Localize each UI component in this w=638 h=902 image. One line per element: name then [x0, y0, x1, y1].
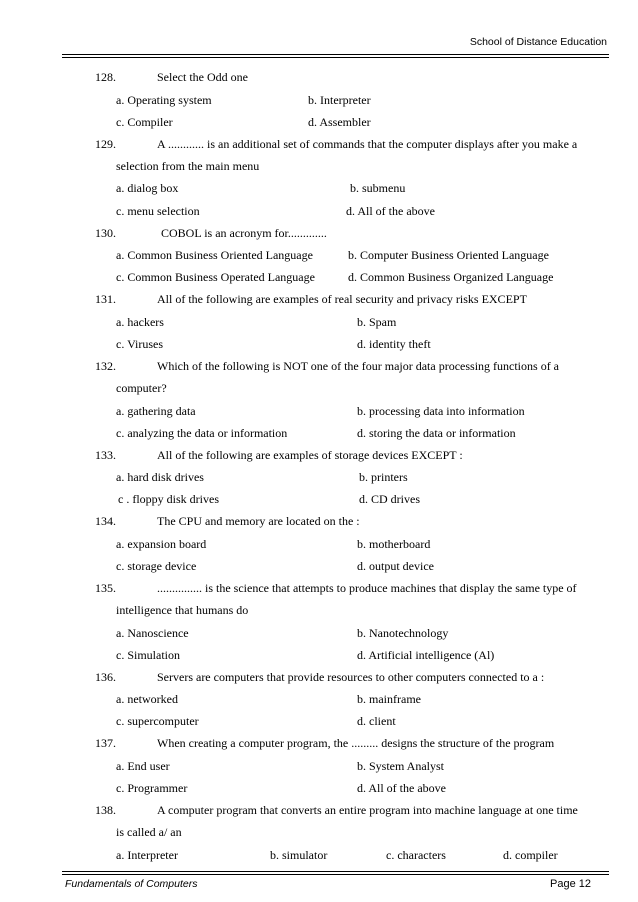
- option-a: a. Operating system: [116, 93, 212, 107]
- option-b: b. processing data into information: [357, 404, 525, 418]
- footer-rule: [62, 874, 609, 875]
- option-a: a. gathering data: [116, 404, 196, 418]
- option-d: d. Assembler: [308, 115, 371, 129]
- question-text: All of the following are examples of real security and privacy risks EXCEPT: [157, 292, 527, 306]
- option-c: c. Viruses: [116, 337, 164, 351]
- option-a: a. hackers: [116, 315, 164, 329]
- option-b: b. submenu: [350, 181, 406, 195]
- header-rule-thin: [62, 57, 609, 58]
- question-number: 136.: [95, 670, 116, 684]
- question-text-continued: is called a/ an: [116, 825, 182, 839]
- option-c: c. Simulation: [116, 648, 180, 662]
- question-text: Select the Odd one: [157, 70, 248, 84]
- option-c: c. Common Business Operated Language: [116, 270, 315, 284]
- option-a: a. Common Business Oriented Language: [116, 248, 313, 262]
- option-b: b. printers: [359, 470, 408, 484]
- question-text: A computer program that converts an entire program into machine language at one time: [157, 803, 578, 817]
- page-number: Page 12: [550, 878, 591, 890]
- question-number: 131.: [95, 292, 116, 306]
- footer-title: Fundamentals of Computers: [65, 878, 198, 890]
- question-number: 134.: [95, 514, 116, 528]
- question-text: Servers are computers that provide resources to other computers connected to a :: [157, 670, 545, 684]
- option-c: c. Compiler: [116, 115, 173, 129]
- question-number: 133.: [95, 448, 116, 462]
- option-d: d. All of the above: [346, 204, 435, 218]
- option-b: b. Interpreter: [308, 93, 371, 107]
- option-d: d. client: [357, 714, 396, 728]
- question-text: COBOL is an acronym for.............: [161, 226, 327, 240]
- question-number: 137.: [95, 736, 116, 750]
- option-a: a. expansion board: [116, 537, 207, 551]
- question-number: 128.: [95, 70, 116, 84]
- option-c: c. storage device: [116, 559, 197, 573]
- option-b: b. Nanotechnology: [357, 626, 449, 640]
- option-a: a. Nanoscience: [116, 626, 189, 640]
- question-text: ............... is the science that attempts to produce machines that display the same type of: [157, 581, 577, 595]
- question-number: 132.: [95, 359, 116, 373]
- option-b: b. mainframe: [357, 692, 421, 706]
- question-text-continued: computer?: [116, 381, 167, 395]
- option-b: b. Spam: [357, 315, 397, 329]
- option-c: c. supercomputer: [116, 714, 199, 728]
- footer-rule-thin: [62, 871, 609, 872]
- question-text: The CPU and memory are located on the :: [157, 514, 360, 528]
- page-header: School of Distance Education: [469, 36, 607, 48]
- question-text: Which of the following is NOT one of the four major data processing functions of a: [157, 359, 560, 373]
- option-d: d. identity theft: [357, 337, 431, 351]
- option-a: a. Interpreter: [116, 848, 178, 862]
- option-c: c . floppy disk drives: [118, 492, 219, 506]
- option-d: d. Artificial intelligence (Al): [357, 648, 495, 662]
- option-a: a. End user: [116, 759, 170, 773]
- option-c: c. menu selection: [116, 204, 200, 218]
- option-c: c. Programmer: [116, 781, 188, 795]
- question-text: A ............ is an additional set of commands that the computer displays after you make a: [157, 137, 578, 151]
- question-number: 130.: [95, 226, 116, 240]
- option-d: d. CD drives: [359, 492, 420, 506]
- option-a: a. networked: [116, 692, 178, 706]
- question-number: 138.: [95, 803, 116, 817]
- option-a: a. hard disk drives: [116, 470, 204, 484]
- question-number: 135.: [95, 581, 116, 595]
- option-b: b. simulator: [270, 848, 328, 862]
- header-rule: [62, 54, 609, 55]
- option-b: b. System Analyst: [357, 759, 445, 773]
- question-text: When creating a computer program, the ......... designs the structure of the program: [157, 736, 555, 750]
- option-c: c. analyzing the data or information: [116, 426, 288, 440]
- question-text-continued: selection from the main menu: [116, 159, 260, 173]
- option-c: c. characters: [386, 848, 446, 862]
- option-d: d. compiler: [503, 848, 558, 862]
- question-number: 129.: [95, 137, 116, 151]
- option-b: b. Computer Business Oriented Language: [348, 248, 549, 262]
- question-text: All of the following are examples of storage devices EXCEPT :: [157, 448, 463, 462]
- question-text-continued: intelligence that humans do: [116, 603, 249, 617]
- option-d: d. storing the data or information: [357, 426, 516, 440]
- option-a: a. dialog box: [116, 181, 179, 195]
- option-d: d. All of the above: [357, 781, 446, 795]
- option-b: b. motherboard: [357, 537, 431, 551]
- option-d: d. output device: [357, 559, 434, 573]
- option-d: d. Common Business Organized Language: [348, 270, 554, 284]
